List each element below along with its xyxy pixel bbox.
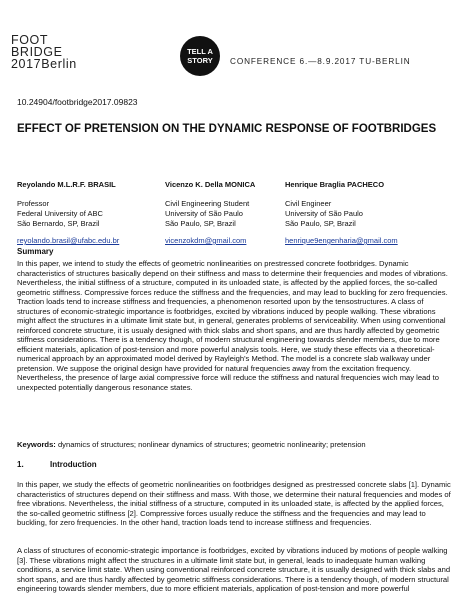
paper-title: EFFECT OF PRETENSION ON THE DYNAMIC RESPONSE OF FOOTBRIDGES	[17, 123, 437, 135]
author-affiliation: Civil Engineer	[285, 199, 332, 208]
author-name: Reyolando M.L.R.F. BRASIL	[17, 180, 116, 189]
author-affiliation: University of São Paulo	[285, 209, 363, 218]
logo-line-1: FOOT	[11, 33, 49, 47]
author-affiliation: São Paulo, SP, Brazil	[165, 219, 236, 228]
author-2	[165, 180, 285, 246]
author-affiliation: São Bernardo, SP, Brazil	[17, 219, 100, 228]
logo-line-2: BRIDGE	[11, 45, 63, 59]
section-number: 1.	[17, 460, 24, 469]
keywords-text: dynamics of structures; nonlinear dynamics of structures; geometric nonlinearity; pretension	[57, 440, 366, 449]
author-affiliation: São Paulo, SP, Brazil	[285, 219, 356, 228]
author-3	[285, 180, 465, 246]
summary-heading: Summary	[17, 247, 54, 256]
author-email-link[interactable]: henrique9engenharia@gmail.com	[285, 236, 398, 245]
author-affiliation: Professor	[17, 199, 50, 208]
keywords	[17, 440, 467, 449]
author-affiliation: Civil Engineering Student	[165, 199, 250, 208]
author-email-link[interactable]: vicenzokdm@gmail.com	[165, 236, 247, 245]
author-name: Vicenzo K. Della MONICA	[165, 180, 256, 189]
summary-text: In this paper, we intend to study the effects of geometric nonlinearities on prestressed concrete footbridges. Dynamic characteristics of structures basically depend on their stiffness and mass to determine their frequencies and modes of vibrations. Nevertheless, the initial stiffness of a structure, computed in its unloaded state, is affected by the applied forces, the so-called geometric stiffness. Compressive forces reduce the stiffness and the frequencies, and may lead to buckling for zero frequencies. Traction loads tend to increase stiffness and frequencies, a phenomenon resorted upon by the tensostructures. A class of structures of economic-strategic importance is footbridges, excited by vibrations induced by people walking. These vibrations might affect the structures in a ultimate limit state but, in general, generates problems of serviceability. When using conventional reinforced concrete structure, it is usualy designed with thick slabs and short spans, and are thus hardly affected by geometric stiffness considerations. There is a tendency though, of modern structural engineering towards slender members, due to more efficient materials, aplication of post-tension and more powerful analysis tools. Here, we study these effects via a theoretical-numerical approach by an approximated model derived by Rayleigh's Method. The model is a concrete slab walkway under pretension. We suppose the original design have provided for natural frequencies away from the excitation frequency. Nevertheless, the presence of large axial compressive force will reduce the stiffness and natural frequencies wich may lead to unexpected potentially dangerous resonance states.	[17, 259, 448, 392]
doi: 10.24904/footbridge2017.09823	[17, 97, 138, 107]
intro-paragraph-2: A class of structures of economic-strategic importance is footbridges, excited by vibrations induced by motions of people walking [3]. These vibrations might affect the structures in a ultimate limit state but, in general, leads to inadequate human walking conditions, a service limit state. When using conventional reinforced concrete structure, it is usually designed with thick slabs and short spans, and are thus hardly affected by geometric stiffness considerations. There is a tendency though, of modern structural engineering towards slender members, due to more efficient materials, application of post-tension and more powerful	[17, 546, 451, 593]
keywords-label: Keywords:	[17, 440, 56, 449]
author-affiliation: Federal University of ABC	[17, 209, 103, 218]
tell-a-story-badge	[180, 36, 220, 76]
author-email-link[interactable]: reyolando.brasil@ufabc.edu.br	[17, 236, 120, 245]
badge-line-2: STORY	[187, 56, 213, 65]
section-heading-introduction: Introduction	[50, 460, 97, 469]
intro-paragraph-1: In this paper, we study the effects of geometric nonlinearities on footbridges designed as prestressed concrete slabs [1]. Dynamic characteristics of structures depend on their stiffness and mass. With those, we determine their natural frequencies and modes of free vibrations. Nevertheless, the initial stiffness of a structure, computed in its unloaded state, is affected by the applied forces, the so-called geometric stiffness [2]. Compressive forces usually reduce the stiffness and the frequencies and may lead to buckling, for zero frequencies. In the other hand, traction loads tend to increase stiffness and frequencies.	[17, 480, 451, 527]
author-1	[17, 180, 162, 246]
author-affiliation: University of São Paulo	[165, 209, 243, 218]
badge-line-1: TELL A	[187, 47, 213, 56]
logo-line-3: 2017Berlin	[11, 57, 77, 71]
author-name: Henrique Braglia PACHECO	[285, 180, 385, 189]
conference-banner: CONFERENCE 6.—8.9.2017 TU-BERLIN	[230, 57, 411, 66]
footbridge-logo	[11, 34, 77, 70]
